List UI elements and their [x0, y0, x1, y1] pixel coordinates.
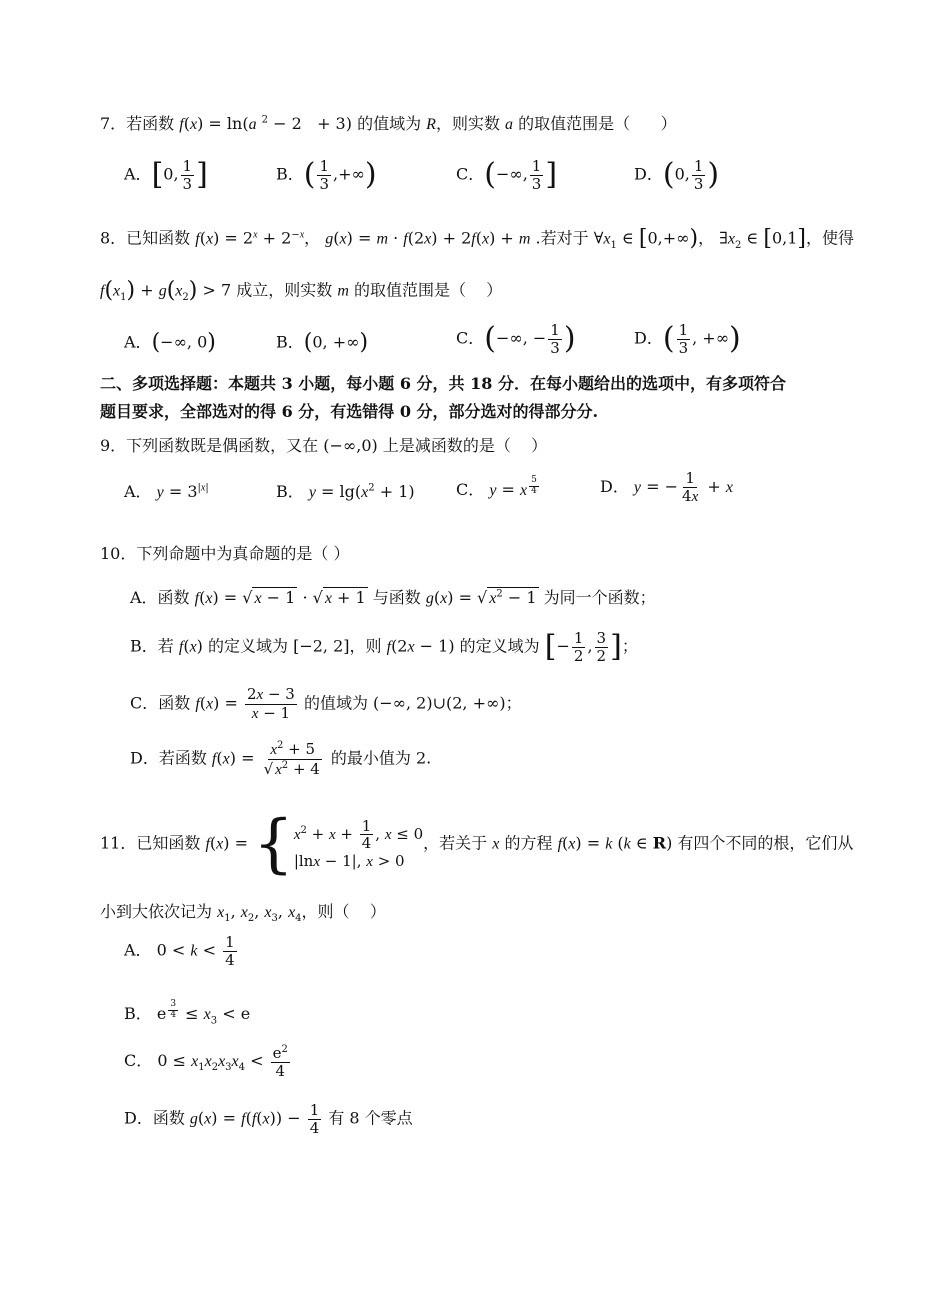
- q9-option-b[interactable]: B． $y = \lg(x^2 + 1)$: [276, 482, 415, 501]
- q8-option-b[interactable]: B．(0, +∞): [276, 330, 369, 355]
- q10-stem: 10．下列命题中为真命题的是（ ）: [100, 544, 350, 563]
- q7-option-d[interactable]: D．(0, $\frac{1}{3}$ ): [634, 157, 720, 193]
- q7-option-b[interactable]: B．( $\frac{1}{3}$ ,+∞): [276, 157, 377, 193]
- q7-option-a[interactable]: A．[0, $\frac{1}{3}$ ]: [124, 157, 208, 193]
- q9-stem: 9．下列函数既是偶函数，又在 (−∞,0) 上是减函数的是（ ）: [100, 436, 548, 455]
- q10-option-d[interactable]: D．若函数 f(x) = $\frac{x^2 + 5}{√ x^2 + 4}$ 的最小值为 2.: [130, 740, 432, 778]
- q7-stem: 7．若函数 f(x) = ln(a $^2$ − 2 + 3) 的值域为 R，则实数 a 的取值范围是（ ）: [100, 114, 677, 133]
- q11-option-b[interactable]: B． e $^{\frac{3}{4}}$ ≤ $x_3 < e$: [124, 999, 251, 1027]
- q11-option-c[interactable]: C． $0 \le x_1x_2x_3x_4$ < $\frac{e^2}{4}$: [124, 1044, 288, 1080]
- q11-option-a[interactable]: A． 0 < k < $\frac{1}{4}$: [124, 933, 235, 969]
- q11-stem-line1: 11．已知函数 f(x) = { $x^2 + x$ + $\frac{1}{4}$ , x ≤ 0 |lnx − 1|, x > 0 ，若关于 x 的方程 f(x) = k (k ∈ R) 有四个不同的根，它们从: [100, 807, 854, 881]
- section2-heading-line1: 二、多项选择题：本题共 3 小题，每小题 6 分，共 18 分．在每小题给出的选项中，有多项符合: [100, 374, 786, 393]
- q11-stem-line2: 小到大依次记为 $x_1$, $x_2$, $x_3$, $x_4$，则（ ）: [100, 902, 386, 925]
- q9-option-c[interactable]: C． y = x $^{\frac{5}{4}}$: [456, 475, 537, 500]
- q10-option-a[interactable]: A．函数 f(x) = √ x − 1 · √ x + 1 与函数 g(x) = √ $x^2 - 1$ 为同一个函数；: [130, 588, 656, 607]
- section2-heading-line2: 题目要求，全部选对的得 6 分，有选错得 0 分，部分选对的得部分分.: [100, 402, 599, 421]
- q8-option-a[interactable]: A．(−∞, 0): [124, 330, 216, 355]
- q8-stem-line2: $f(x_1) + g(x_2) > 7$ 成立，则实数 m 的取值范围是（ ）: [100, 278, 503, 303]
- q8-stem-line1: 8．已知函数 $f(x) = 2^x + 2^{-x}$， g(x) = m · f(2x) + 2f(x) + m .若对于 $\forall x_1$ ∈ [0,+∞)， $\exists x_2$ ∈ [0,1]，使得: [100, 226, 854, 251]
- q10-option-b[interactable]: B．若 f(x) 的定义域为 [−2, 2]，则 f(2x − 1) 的定义域为 [− $\frac{1}{2}$ , $\frac{3}{2}$ ]；: [130, 629, 638, 665]
- q7-option-c[interactable]: C．(−∞, $\frac{1}{3}$ ]: [456, 157, 558, 193]
- q9-option-a[interactable]: A． $y = 3^{|x|}$: [124, 482, 209, 501]
- q9-option-d[interactable]: D． y = − $\frac{1}{4x}$ + x: [600, 469, 733, 505]
- q10-option-c[interactable]: C．函数 f(x) = $\frac{2x - 3}{x - 1}$ 的值域为 (−∞, 2)∪(2, +∞)；: [130, 685, 522, 722]
- q8-option-d[interactable]: D．( $\frac{1}{3}$ , +∞): [634, 321, 741, 357]
- q11-option-d[interactable]: D．函数 g(x) = f(f(x)) − $\frac{1}{4}$ 有 8 个零点: [124, 1101, 413, 1137]
- q8-option-c[interactable]: C．(−∞, − $\frac{1}{3}$ ): [456, 321, 576, 357]
